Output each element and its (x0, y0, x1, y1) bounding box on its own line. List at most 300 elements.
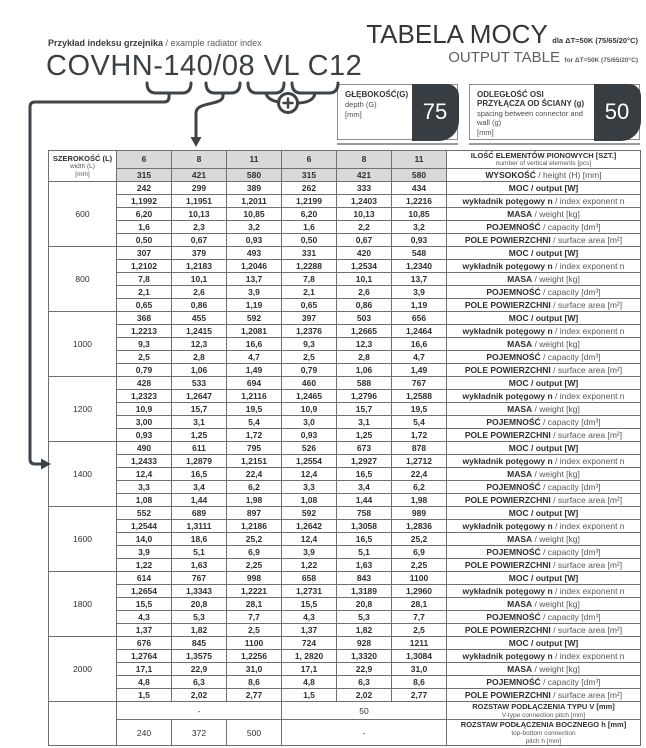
spacing-label-en: spacing between connector and wall (g) (477, 109, 583, 128)
output-value-cell: 1,2764 (117, 650, 172, 663)
table-row (49, 533, 641, 546)
row-label-cell (447, 299, 641, 312)
header-elements-count-cell: 8 (172, 151, 227, 169)
row-label-pl: POLE POWIERZCHNI (464, 299, 551, 310)
output-value-cell: 552 (117, 507, 172, 520)
row-label-pl: MASA (507, 533, 533, 544)
output-value-cell: 6,3 (172, 676, 227, 689)
row-label-en: / capacity [dm³] (540, 351, 601, 362)
row-label-cell (447, 455, 641, 468)
output-value-cell: 1,3320 (337, 650, 392, 663)
output-value-cell: 1,2544 (117, 520, 172, 533)
output-value-cell: 1, 2820 (282, 650, 337, 663)
row-label-pl: POJEMNOŚĆ (486, 416, 541, 427)
output-value-cell: 2,1 (282, 286, 337, 299)
row-label-pl: wykładnik potęgowy n (462, 585, 553, 596)
row-label-en: / surface area [m²] (550, 689, 623, 700)
row-label-en: / weight [kg] (532, 338, 580, 349)
group-width-cell: 1800 (49, 572, 117, 637)
output-value-cell: 1,2712 (392, 455, 447, 468)
table-row (49, 221, 641, 234)
depth-info-box (337, 84, 458, 140)
row-label-en: / weight [kg] (532, 598, 580, 609)
output-value-cell: 1,08 (282, 494, 337, 507)
output-value-cell: 1,2323 (117, 390, 172, 403)
output-value-cell: 1,25 (337, 429, 392, 442)
spacing-unit: [mm] (477, 128, 494, 138)
row-label-cell (447, 273, 641, 286)
output-value-cell: 15,5 (117, 598, 172, 611)
row-label-en: / capacity [dm³] (540, 676, 601, 687)
v-pitch-right-cell: 50 (282, 702, 447, 720)
output-value-cell: 1,2960 (392, 585, 447, 598)
table-row (49, 507, 641, 520)
table-row (49, 351, 641, 364)
output-value-cell: 490 (117, 442, 172, 455)
row-label-pl: MOC (508, 507, 529, 518)
row-label-pl: MOC (508, 637, 529, 648)
output-value-cell: 25,2 (392, 533, 447, 546)
output-value-cell: 3,00 (117, 416, 172, 429)
output-value-cell: 1,2221 (227, 585, 282, 598)
output-value-cell: 1,63 (172, 559, 227, 572)
output-value-cell: 5,4 (227, 416, 282, 429)
header-height-cell: 580 (227, 169, 282, 182)
h-pitch-label-pl: ROZSTAW PODŁĄCZENIA BOCZNEGO h [mm] (460, 720, 627, 730)
output-value-cell: 1,19 (227, 299, 282, 312)
output-value-cell: 1,2102 (117, 260, 172, 273)
output-value-cell: 19,5 (227, 403, 282, 416)
h-pitch-value-cell: 500 (227, 720, 282, 746)
output-value-cell: 676 (117, 637, 172, 650)
output-value-cell: 878 (392, 442, 447, 455)
row-label-en: / weight [kg] (532, 273, 580, 284)
output-value-cell: 548 (392, 247, 447, 260)
depth-label-pl: GŁĘBOKOŚĆ(G) (345, 90, 409, 99)
output-value-cell: 16,5 (337, 533, 392, 546)
output-value-cell: 7,8 (282, 273, 337, 286)
row-label-pl: MASA (507, 208, 533, 219)
output-value-cell: 989 (392, 507, 447, 520)
row-label-en: / capacity [dm³] (540, 611, 601, 622)
row-label-pl: wykładnik potęgowy n (462, 455, 553, 466)
output-value-cell: 16,6 (227, 338, 282, 351)
output-value-cell: 1,2288 (282, 260, 337, 273)
output-value-cell: 767 (392, 377, 447, 390)
output-value-cell: 1,2796 (337, 390, 392, 403)
output-value-cell: 0,93 (117, 429, 172, 442)
row-label-cell (447, 559, 641, 572)
row-label-pl: POJEMNOŚĆ (486, 676, 541, 687)
output-value-cell: 6,3 (337, 676, 392, 689)
v-pitch-left-cell: - (117, 702, 282, 720)
output-value-cell: 1,22 (282, 559, 337, 572)
row-label-en: / index exponent n (552, 325, 625, 336)
row-label-cell (447, 481, 641, 494)
callout-line-vl (266, 93, 279, 102)
bottom-left-spacer (49, 702, 117, 746)
output-value-cell: 22,9 (337, 663, 392, 676)
output-value-cell: 3,9 (117, 546, 172, 559)
output-value-cell: 3,0 (282, 416, 337, 429)
output-value-cell: 0,93 (227, 234, 282, 247)
output-value-cell: 2,77 (392, 689, 447, 702)
output-value-cell: 6,2 (227, 481, 282, 494)
row-label-en: / output [W] (528, 572, 579, 583)
output-value-cell: 1,2256 (227, 650, 282, 663)
output-value-cell: 333 (337, 182, 392, 195)
output-value-cell: 1,98 (392, 494, 447, 507)
output-value-cell: 503 (337, 312, 392, 325)
row-label-en: / weight [kg] (532, 208, 580, 219)
output-value-cell: 1211 (392, 637, 447, 650)
output-value-cell: 1,2534 (337, 260, 392, 273)
output-value-cell: 22,9 (172, 663, 227, 676)
output-value-cell: 1,2433 (117, 455, 172, 468)
row-label-pl: POJEMNOŚĆ (486, 351, 541, 362)
h-pitch-label-en-1: top-bottom connection (511, 729, 576, 737)
output-value-cell: 1,82 (172, 624, 227, 637)
group-width-cell: 600 (49, 182, 117, 247)
header-elements-count-cell: 11 (392, 151, 447, 169)
output-value-cell: 0,67 (172, 234, 227, 247)
row-label-cell (447, 650, 641, 663)
v-pitch-label-cell (447, 702, 641, 720)
row-label-pl: MASA (507, 598, 533, 609)
row-label-pl: MASA (507, 403, 533, 414)
row-label-cell (447, 507, 641, 520)
row-label-cell (447, 351, 641, 364)
height-header-label-cell (447, 169, 641, 182)
output-value-cell: 12,4 (282, 533, 337, 546)
table-row (49, 663, 641, 676)
output-value-cell: 843 (337, 572, 392, 585)
row-label-pl: wykładnik potęgowy n (462, 650, 553, 661)
output-value-cell: 1,44 (172, 494, 227, 507)
table-row (49, 468, 641, 481)
plus-icon-cross (284, 99, 293, 108)
row-label-en: / surface area [m²] (550, 429, 623, 440)
row-label-pl: MASA (507, 273, 533, 284)
output-value-cell: 0,93 (282, 429, 337, 442)
output-value-cell: 10,13 (172, 208, 227, 221)
row-label-en: / capacity [dm³] (540, 481, 601, 492)
output-value-cell: 15,7 (172, 403, 227, 416)
elements-header-pl: ILOŚĆ ELEMENTÓW PIONOWYCH [SZT.] (470, 151, 617, 160)
output-value-cell: 9,3 (117, 338, 172, 351)
output-value-cell: 20,8 (337, 598, 392, 611)
group-width-cell: 800 (49, 247, 117, 312)
output-value-cell: 1,6 (282, 221, 337, 234)
row-label-pl: POLE POWIERZCHNI (464, 364, 551, 375)
output-value-cell: 1,37 (117, 624, 172, 637)
row-label-cell (447, 572, 641, 585)
output-value-cell: 22,4 (392, 468, 447, 481)
output-value-cell: 1,2011 (227, 195, 282, 208)
output-value-cell: 262 (282, 182, 337, 195)
output-value-cell: 673 (337, 442, 392, 455)
output-value-cell: 379 (172, 247, 227, 260)
output-value-cell: 12,4 (282, 468, 337, 481)
row-label-cell (447, 442, 641, 455)
output-value-cell: 1,2554 (282, 455, 337, 468)
header-elements-count-cell: 6 (282, 151, 337, 169)
h-pitch-label-en-2: pitch h [mm] (525, 737, 562, 745)
header-height-cell: 315 (282, 169, 337, 182)
output-value-cell: 460 (282, 377, 337, 390)
row-label-en: / capacity [dm³] (540, 221, 601, 232)
output-value-cell: 1,63 (337, 559, 392, 572)
row-label-cell (447, 416, 641, 429)
output-value-cell: 1,2665 (337, 325, 392, 338)
row-label-cell (447, 624, 641, 637)
output-value-cell: 5,1 (337, 546, 392, 559)
row-label-pl: MOC (508, 312, 529, 323)
output-value-cell: 1,44 (337, 494, 392, 507)
row-label-pl: POJEMNOŚĆ (486, 546, 541, 557)
output-value-cell: 18,6 (172, 533, 227, 546)
output-value-cell: 1,5 (117, 689, 172, 702)
output-value-cell: 1,6 (117, 221, 172, 234)
row-label-en: / output [W] (528, 182, 579, 193)
elements-header-en: number of vertical elements [pcs] (495, 160, 592, 168)
table-row (49, 338, 641, 351)
v-pitch-label-pl: ROZSTAW PODŁĄCZENIA TYPU V [mm] (472, 702, 615, 712)
output-value-cell: 14,0 (117, 533, 172, 546)
output-value-cell: 1,2376 (282, 325, 337, 338)
row-label-en: / weight [kg] (532, 533, 580, 544)
row-label-en: / output [W] (528, 442, 579, 453)
output-value-cell: 724 (282, 637, 337, 650)
output-value-cell: 15,5 (282, 598, 337, 611)
table-row (49, 494, 641, 507)
row-label-pl: MASA (507, 468, 533, 479)
row-label-cell (447, 429, 641, 442)
output-value-cell: 1,25 (172, 429, 227, 442)
row-label-en: / output [W] (528, 312, 579, 323)
output-value-cell: 845 (172, 637, 227, 650)
plus-icon (279, 94, 298, 113)
row-label-cell (447, 390, 641, 403)
output-value-cell: 2,8 (337, 351, 392, 364)
table-row (49, 559, 641, 572)
output-value-cell: 1,2415 (172, 325, 227, 338)
output-value-cell: 2,8 (172, 351, 227, 364)
bracket-08 (206, 83, 240, 93)
table-row (49, 572, 641, 585)
output-value-cell: 1,2588 (392, 390, 447, 403)
header-height-cell: 580 (392, 169, 447, 182)
title-block (366, 20, 638, 66)
row-label-pl: POLE POWIERZCHNI (464, 494, 551, 505)
output-value-cell: 28,1 (392, 598, 447, 611)
row-label-en: / index exponent n (552, 585, 625, 596)
output-value-cell: 7,7 (227, 611, 282, 624)
output-value-cell: 389 (227, 182, 282, 195)
output-value-cell: 3,9 (282, 546, 337, 559)
output-value-cell: 533 (172, 377, 227, 390)
output-value-cell: 0,86 (172, 299, 227, 312)
output-value-cell: 10,9 (117, 403, 172, 416)
row-label-en: / output [W] (528, 247, 579, 258)
row-label-cell (447, 182, 641, 195)
output-value-cell: 1,2647 (172, 390, 227, 403)
row-label-pl: MASA (507, 663, 533, 674)
h-pitch-label-cell (447, 720, 641, 746)
row-label-pl: wykładnik potęgowy n (462, 520, 553, 531)
output-value-cell: 614 (117, 572, 172, 585)
table-row (49, 611, 641, 624)
table-row (49, 273, 641, 286)
table-row (49, 260, 641, 273)
output-value-cell: 0,65 (117, 299, 172, 312)
output-value-cell: 1,82 (337, 624, 392, 637)
table-row (49, 720, 641, 746)
row-label-pl: POLE POWIERZCHNI (464, 234, 551, 245)
output-table (48, 150, 641, 746)
row-label-pl: MASA (507, 338, 533, 349)
row-label-cell (447, 234, 641, 247)
output-value-cell: 16,5 (172, 468, 227, 481)
callout-line-elements-8 (196, 93, 223, 138)
output-value-cell: 1,2927 (337, 455, 392, 468)
row-label-cell (447, 221, 641, 234)
output-value-cell: 928 (337, 637, 392, 650)
output-value-cell: 5,3 (337, 611, 392, 624)
header-height-cell: 315 (117, 169, 172, 182)
table-row (49, 520, 641, 533)
table-row (49, 429, 641, 442)
output-value-cell: 1,3084 (392, 650, 447, 663)
row-label-cell (447, 520, 641, 533)
output-value-cell: 2,1 (117, 286, 172, 299)
bracket-C12 (292, 83, 338, 93)
output-value-cell: 3,9 (392, 286, 447, 299)
table-row (49, 364, 641, 377)
row-label-cell (447, 676, 641, 689)
output-value-cell: 10,85 (392, 208, 447, 221)
row-label-cell (447, 325, 641, 338)
bracket-140 (147, 83, 191, 93)
h-pitch-value-cell: 372 (172, 720, 227, 746)
output-value-cell: 2,5 (282, 351, 337, 364)
header-elements-count-cell: 6 (117, 151, 172, 169)
output-value-cell: 2,77 (227, 689, 282, 702)
page-title-condition: dla ΔT=50K (75/65/20°C) (552, 36, 638, 45)
output-value-cell: 689 (172, 507, 227, 520)
output-value-cell: 656 (392, 312, 447, 325)
group-width-cell: 1000 (49, 312, 117, 377)
table-row (49, 299, 641, 312)
output-value-cell: 455 (172, 312, 227, 325)
table-row (49, 247, 641, 260)
row-label-en: / surface area [m²] (550, 364, 623, 375)
output-value-cell: 1,06 (337, 364, 392, 377)
row-label-cell (447, 546, 641, 559)
output-value-cell: 3,1 (337, 416, 392, 429)
output-value-cell: 3,2 (227, 221, 282, 234)
output-value-cell: 0,79 (117, 364, 172, 377)
output-value-cell: 493 (227, 247, 282, 260)
row-label-cell (447, 689, 641, 702)
example-label-en: / example radiator index (163, 38, 262, 48)
radiator-index-code: COVHN-140/08 VL C12 (46, 50, 363, 82)
output-value-cell: 1,49 (392, 364, 447, 377)
elements-header-label-cell (447, 151, 641, 169)
output-value-cell: 6,2 (392, 481, 447, 494)
row-label-pl: wykładnik potęgowy n (462, 195, 553, 206)
output-value-cell: 588 (337, 377, 392, 390)
group-width-cell: 1600 (49, 507, 117, 572)
output-value-cell: 1,2186 (227, 520, 282, 533)
output-value-cell: 5,1 (172, 546, 227, 559)
row-label-en: / index exponent n (552, 520, 625, 531)
page-title: TABELA MOCY (366, 19, 548, 49)
output-value-cell: 4,3 (282, 611, 337, 624)
row-label-en: / capacity [dm³] (540, 416, 601, 427)
callout-line-c12 (299, 93, 315, 103)
output-value-cell: 3,4 (337, 481, 392, 494)
row-label-cell (447, 403, 641, 416)
table-row (49, 481, 641, 494)
output-value-cell: 0,50 (117, 234, 172, 247)
output-value-cell: 3,3 (117, 481, 172, 494)
output-value-cell: 3,9 (227, 286, 282, 299)
output-value-cell: 4,8 (282, 676, 337, 689)
output-value-cell: 1,3575 (172, 650, 227, 663)
output-value-cell: 1100 (227, 637, 282, 650)
row-label-en: / surface area [m²] (550, 494, 623, 505)
output-value-cell: 16,5 (337, 468, 392, 481)
table-row (49, 637, 641, 650)
table-row (49, 455, 641, 468)
output-value-cell: 4,8 (117, 676, 172, 689)
row-label-cell (447, 312, 641, 325)
h-pitch-value-cell: 240 (117, 720, 172, 746)
output-value-cell: 1,2199 (282, 195, 337, 208)
output-value-cell: 1,2879 (172, 455, 227, 468)
output-value-cell: 4,7 (392, 351, 447, 364)
row-label-pl: wykładnik potęgowy n (462, 390, 553, 401)
row-label-cell (447, 260, 641, 273)
output-value-cell: 0,93 (392, 234, 447, 247)
output-value-cell: 1,3189 (337, 585, 392, 598)
output-value-cell: 7,7 (392, 611, 447, 624)
row-label-cell (447, 208, 641, 221)
output-value-cell: 1,1992 (117, 195, 172, 208)
output-value-cell: 6,9 (227, 546, 282, 559)
output-value-cell: 1,2216 (392, 195, 447, 208)
output-value-cell: 1,3111 (172, 520, 227, 533)
output-value-cell: 16,6 (392, 338, 447, 351)
spacing-info-text (470, 85, 594, 139)
output-value-cell: 434 (392, 182, 447, 195)
depth-unit: [mm] (345, 110, 362, 120)
output-value-cell: 1,1951 (172, 195, 227, 208)
row-label-cell (447, 338, 641, 351)
output-value-cell: 31,0 (227, 663, 282, 676)
output-value-cell: 331 (282, 247, 337, 260)
row-label-pl: POJEMNOŚĆ (486, 481, 541, 492)
output-value-cell: 17,1 (282, 663, 337, 676)
table-row (49, 416, 641, 429)
output-value-cell: 1,2642 (282, 520, 337, 533)
row-label-cell (447, 611, 641, 624)
output-value-cell: 10,9 (282, 403, 337, 416)
table-row (49, 598, 641, 611)
output-value-cell: 12,3 (172, 338, 227, 351)
group-width-cell: 2000 (49, 637, 117, 702)
